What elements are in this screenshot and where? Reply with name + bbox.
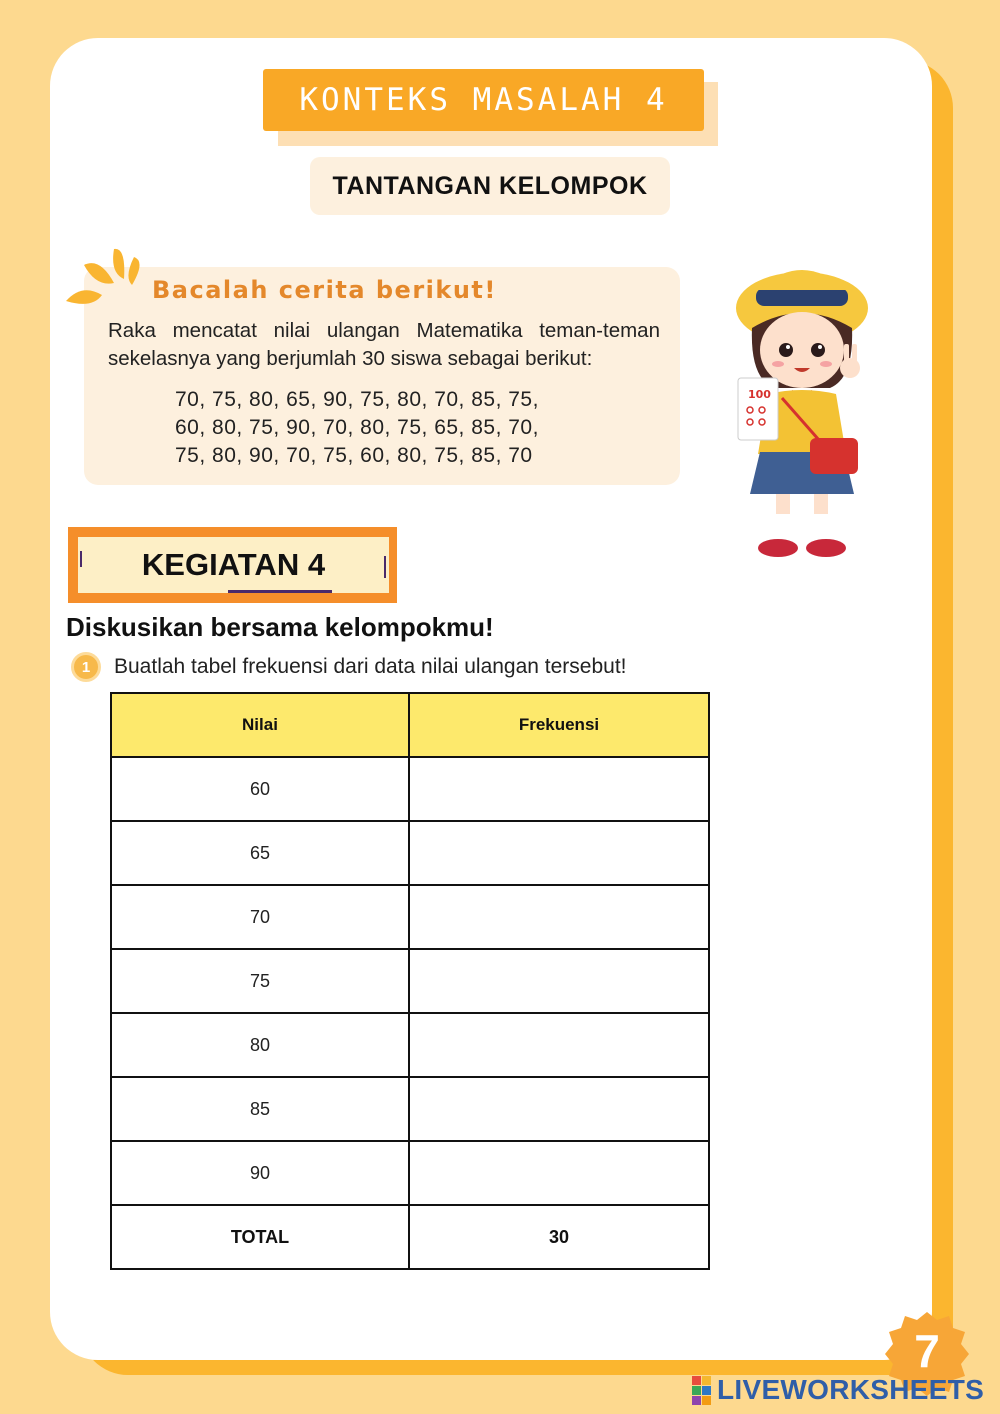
data-line: 60, 80, 75, 90, 70, 80, 75, 65, 85, 70, bbox=[175, 416, 539, 439]
nilai-cell: 85 bbox=[111, 1077, 409, 1141]
question-text: Buatlah tabel frekuensi dari data nilai ulangan tersebut! bbox=[114, 655, 627, 678]
activity-banner bbox=[78, 537, 389, 593]
total-label: TOTAL bbox=[111, 1205, 409, 1269]
subtitle-banner bbox=[310, 157, 670, 215]
nilai-cell: 90 bbox=[111, 1141, 409, 1205]
header-nilai: Nilai bbox=[111, 693, 409, 757]
nilai-cell: 75 bbox=[111, 949, 409, 1013]
table-row bbox=[111, 949, 709, 1013]
frekuensi-input[interactable] bbox=[410, 822, 708, 884]
frekuensi-input[interactable] bbox=[410, 1014, 708, 1076]
logo-grid-icon bbox=[692, 1376, 711, 1405]
brand-name: LIVEWORKSHEETS bbox=[717, 1374, 985, 1405]
nilai-cell: 80 bbox=[111, 1013, 409, 1077]
liveworksheets-logo[interactable] bbox=[692, 1372, 984, 1408]
frekuensi-cell[interactable] bbox=[409, 1013, 709, 1077]
frekuensi-cell[interactable] bbox=[409, 1141, 709, 1205]
frekuensi-input[interactable] bbox=[410, 950, 708, 1012]
frekuensi-cell[interactable] bbox=[409, 757, 709, 821]
story-data bbox=[175, 386, 539, 470]
table-row bbox=[111, 1077, 709, 1141]
table-total-row bbox=[111, 1205, 709, 1269]
frekuensi-cell[interactable] bbox=[409, 949, 709, 1013]
frekuensi-cell[interactable] bbox=[409, 1077, 709, 1141]
table-row bbox=[111, 1141, 709, 1205]
activity-title: KEGIATAN 4 bbox=[141, 547, 326, 582]
table-row bbox=[111, 1013, 709, 1077]
page-number: 7 bbox=[914, 1325, 940, 1377]
frekuensi-input[interactable] bbox=[410, 758, 708, 820]
title-banner bbox=[263, 69, 704, 131]
nilai-cell: 65 bbox=[111, 821, 409, 885]
story-heading: Bacalah cerita berikut! bbox=[152, 276, 497, 304]
frequency-table bbox=[110, 692, 710, 1270]
story-intro: Raka mencatat nilai ulangan Matematika teman-teman sekelasnya yang berjumlah 30 siswa sebagai berikut: bbox=[108, 319, 660, 370]
page-title: KONTEKS MASALAH 4 bbox=[299, 82, 668, 118]
frekuensi-input[interactable] bbox=[410, 1078, 708, 1140]
instruction-heading: Diskusikan bersama kelompokmu! bbox=[66, 612, 494, 642]
data-line: 70, 75, 80, 65, 90, 75, 80, 70, 85, 75, bbox=[175, 388, 539, 411]
data-line: 75, 80, 90, 70, 75, 60, 80, 75, 85, 70 bbox=[175, 444, 533, 467]
banner-accent bbox=[80, 551, 82, 567]
burst-icon bbox=[62, 243, 146, 313]
question-number-badge: 1 bbox=[71, 652, 101, 682]
nilai-cell: 70 bbox=[111, 885, 409, 949]
banner-accent bbox=[228, 590, 332, 593]
header-frekuensi: Frekuensi bbox=[409, 693, 709, 757]
page-subtitle: TANTANGAN KELOMPOK bbox=[332, 171, 648, 200]
student-illustration bbox=[722, 258, 882, 563]
frekuensi-cell[interactable] bbox=[409, 885, 709, 949]
frekuensi-cell[interactable] bbox=[409, 821, 709, 885]
banner-accent bbox=[384, 556, 386, 578]
total-value: 30 bbox=[409, 1205, 709, 1269]
nilai-cell: 60 bbox=[111, 757, 409, 821]
table-row bbox=[111, 757, 709, 821]
table-header-row bbox=[111, 693, 709, 757]
frekuensi-input[interactable] bbox=[410, 1142, 708, 1204]
table-row bbox=[111, 821, 709, 885]
frekuensi-input[interactable] bbox=[410, 886, 708, 948]
table-row bbox=[111, 885, 709, 949]
paper-score: 100 bbox=[748, 388, 771, 401]
